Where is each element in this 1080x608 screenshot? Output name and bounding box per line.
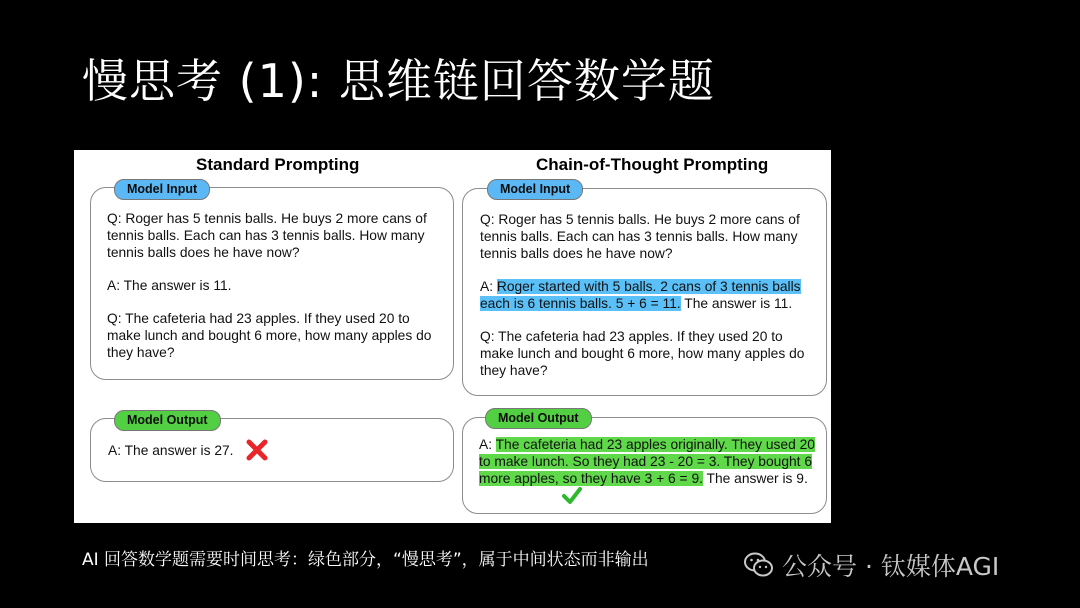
- cot-output-box: [462, 417, 827, 514]
- standard-model-output-label: Model Output: [114, 410, 221, 431]
- slide-title: 慢思考 (1): 思维链回答数学题: [82, 54, 715, 108]
- cot-a1-answer: The answer is 11.: [680, 296, 793, 311]
- cross-icon: [246, 439, 268, 461]
- cot-a1-reasoning: Roger started with 5 balls. 2 cans of 3 tennis balls each is 6 tennis balls. 5 + 6 = 11.: [480, 279, 801, 311]
- cot-a1: [480, 278, 815, 312]
- cot-output-reasoning: The cafeteria had 23 apples originally. They used 20 to make lunch. So they had 23 - 20 = 3. They bought 6 more apples, so they have 3 + 6 = 9.: [479, 437, 815, 486]
- cot-model-output-label: Model Output: [485, 408, 592, 429]
- cot-q2: Q: The cafeteria had 23 apples. If they used 20 to make lunch and bought 6 more, how many apples do they have?: [480, 329, 805, 378]
- standard-a1: A: The answer is 11.: [107, 278, 232, 293]
- check-icon: [562, 487, 582, 505]
- standard-q2: Q: The cafeteria had 23 apples. If they used 20 to make lunch and bought 6 more, how many apples do they have?: [107, 311, 432, 360]
- cot-figure: [74, 150, 831, 523]
- cot-output-text: [479, 436, 816, 487]
- cot-q1: Q: Roger has 5 tennis balls. He buys 2 more cans of tennis balls. Each can has 3 tennis balls. How many tennis balls does he have now?: [480, 212, 800, 261]
- standard-q1: Q: Roger has 5 tennis balls. He buys 2 more cans of tennis balls. Each can has 3 tennis balls. How many tennis balls does he have now?: [107, 211, 427, 260]
- cot-output-prefix: A:: [479, 437, 496, 452]
- standard-prompting-title: Standard Prompting: [196, 155, 360, 174]
- standard-input-box: [90, 187, 454, 380]
- cot-a1-prefix: A:: [480, 279, 497, 294]
- watermark-text: 公众号 · 钛媒体AGI: [782, 552, 1000, 581]
- cot-output-answer: The answer is 9.: [702, 471, 808, 486]
- watermark: [744, 547, 999, 583]
- standard-output-text: A: The answer is 27.: [108, 443, 234, 458]
- standard-model-input-label: Model Input: [114, 179, 210, 200]
- slide-caption: AI 回答数学题需要时间思考：绿色部分，“慢思考”，属于中间状态而非输出: [82, 550, 649, 570]
- cot-prompting-title: Chain-of-Thought Prompting: [536, 155, 769, 174]
- cot-input-box: [462, 188, 827, 396]
- wechat-icon: [744, 552, 774, 578]
- cot-model-input-label: Model Input: [487, 179, 583, 200]
